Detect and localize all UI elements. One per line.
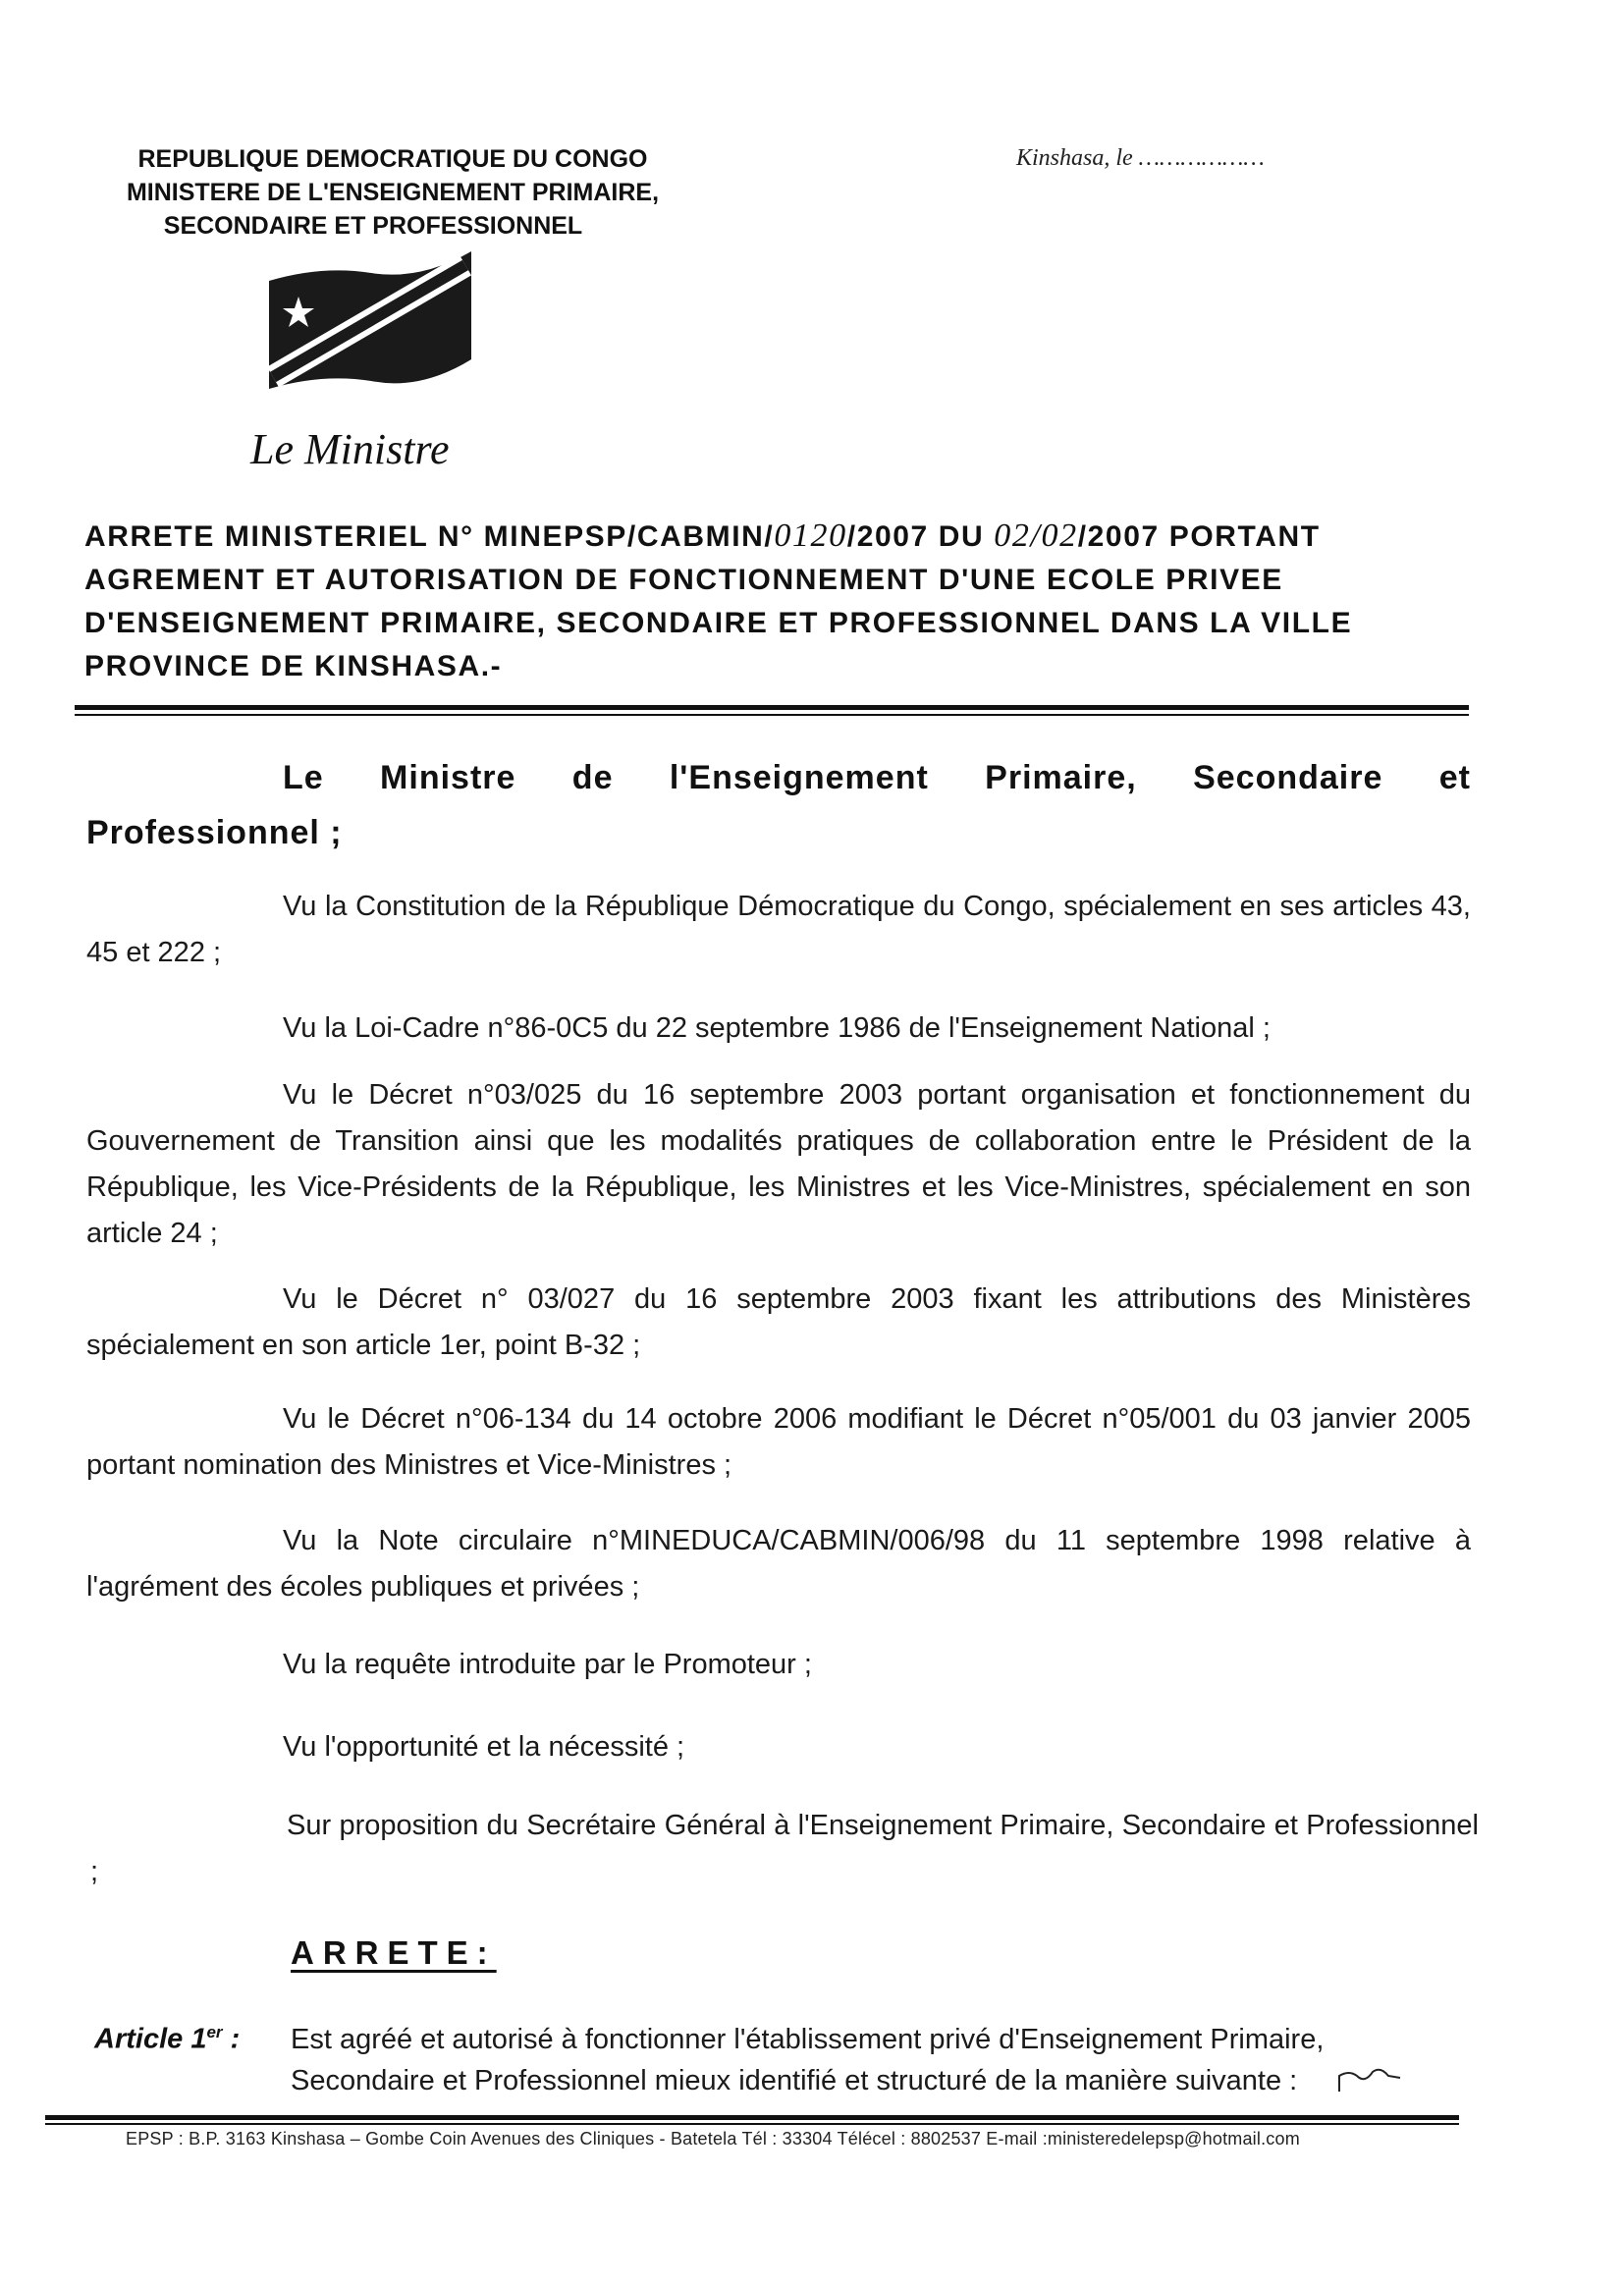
city-date-line: Kinshasa, le ………………: [1016, 145, 1265, 171]
article-1-line1: Est agréé et autorisé à fonctionner l'établissement privé d'Enseignement Primaire,: [291, 2024, 1325, 2055]
ministry-name-line2: SECONDAIRE ET PROFESSIONNEL: [163, 212, 583, 240]
ministry-name-line1: MINISTERE DE L'ENSEIGNEMENT PRIMAIRE,: [126, 179, 660, 206]
decree-title-line4: PROVINCE DE KINSHASA.-: [84, 650, 503, 682]
title-divider: [75, 705, 1469, 710]
consideration-text: Vu le Décret n°03/025 du 16 septembre 2003 portant organisation et fonctionnement du Gouvernement de Transition ainsi que les modalités pratiques de collaboration entre le Président de la République, les Vice-Présidents de la République, les Ministres et les Vice-Ministres, spécialement en son article 24 ;: [86, 1079, 1471, 1249]
consideration-text: Sur proposition du Secrétaire Général à l'Enseignement Primaire, Secondaire et Professionnel ;: [90, 1810, 1479, 1887]
consideration-text: Vu le Décret n°06-134 du 14 octobre 2006 modifiant le Décret n°05/001 du 03 janvier 2005 portant nomination des Ministres et Vice-Ministres ;: [86, 1403, 1471, 1481]
intro-line2: Professionnel ;: [86, 814, 343, 851]
footer-divider: [45, 2115, 1459, 2120]
decree-title-line2: AGREMENT ET AUTORISATION DE FONCTIONNEMENT D'UNE ECOLE PRIVEE: [84, 564, 1283, 596]
handwritten-day: 02: [994, 517, 1031, 554]
arrete-heading: ARRETE:: [291, 1934, 497, 1971]
consideration-text: Vu la Note circulaire n°MINEDUCA/CABMIN/006/98 du 11 septembre 1998 relative à l'agrément des écoles publiques et privées ;: [86, 1525, 1471, 1603]
decree-title-end: /2007 PORTANT: [1077, 520, 1321, 553]
title-divider-thin: [75, 714, 1469, 716]
consideration-loi-cadre: [86, 1006, 1471, 1052]
consideration-opportunite: [86, 1724, 1471, 1770]
footer-contact: EPSP : B.P. 3163 Kinshasa – Gombe Coin Avenues des Cliniques - Batetela Tél : 33304 Télécel : 8802537 E-mail :ministeredelepsp@hotmail.com: [126, 2129, 1300, 2149]
date-separator: /: [1030, 517, 1042, 554]
consideration-text: Vu la requête introduite par le Promoteur ;: [283, 1649, 812, 1680]
consideration-decret-03-027: [86, 1277, 1471, 1369]
decree-year-du: /2007 DU: [846, 520, 995, 553]
consideration-text: Vu le Décret n° 03/027 du 16 septembre 2003 fixant les attributions des Ministères spécialement en son article 1er, point B-32 ;: [86, 1283, 1471, 1361]
article-label-colon: :: [222, 2023, 241, 2055]
country-name: REPUBLIQUE DEMOCRATIQUE DU CONGO: [137, 145, 648, 173]
decree-title: [84, 515, 1469, 688]
consideration-decret-03-025: [86, 1072, 1471, 1257]
footer-divider-thin: [45, 2123, 1459, 2125]
consideration-constitution: [86, 884, 1471, 976]
article-1-line2: Secondaire et Professionnel mieux identifié et structuré de la manière suivante :: [291, 2065, 1298, 2096]
handwritten-month: 02: [1041, 517, 1078, 554]
handwritten-mark-icon: [1335, 2062, 1404, 2101]
consideration-text: Vu l'opportunité et la nécessité ;: [283, 1731, 685, 1763]
article-label-sup: er: [206, 2023, 223, 2041]
intro-line1: Le Ministre de l'Enseignement Primaire, Secondaire et: [283, 759, 1471, 796]
consideration-text: Vu la Constitution de la République Démocratique du Congo, spécialement en ses articles 43, 45 et 222 ;: [86, 891, 1471, 968]
article-label-text: Article 1: [94, 2023, 207, 2055]
minister-title: Le Ministre: [250, 425, 450, 473]
consideration-proposition: [90, 1803, 1479, 1895]
consideration-text: Vu la Loi-Cadre n°86-0C5 du 22 septembre 1986 de l'Enseignement National ;: [283, 1012, 1271, 1044]
consideration-decret-06-134: [86, 1396, 1471, 1489]
consideration-note-circulaire: [86, 1518, 1471, 1610]
decree-title-line3: D'ENSEIGNEMENT PRIMAIRE, SECONDAIRE ET PROFESSIONNEL DANS LA VILLE: [84, 607, 1353, 639]
drc-flag-emblem: [263, 244, 481, 401]
decree-prefix: ARRETE MINISTERIEL N° MINEPSP/CABMIN/: [84, 520, 775, 553]
handwritten-number: 0120: [774, 517, 847, 554]
article-1-label: [94, 2023, 240, 2056]
consideration-requete: [86, 1642, 1471, 1688]
decree-title-line1: [84, 515, 1469, 559]
